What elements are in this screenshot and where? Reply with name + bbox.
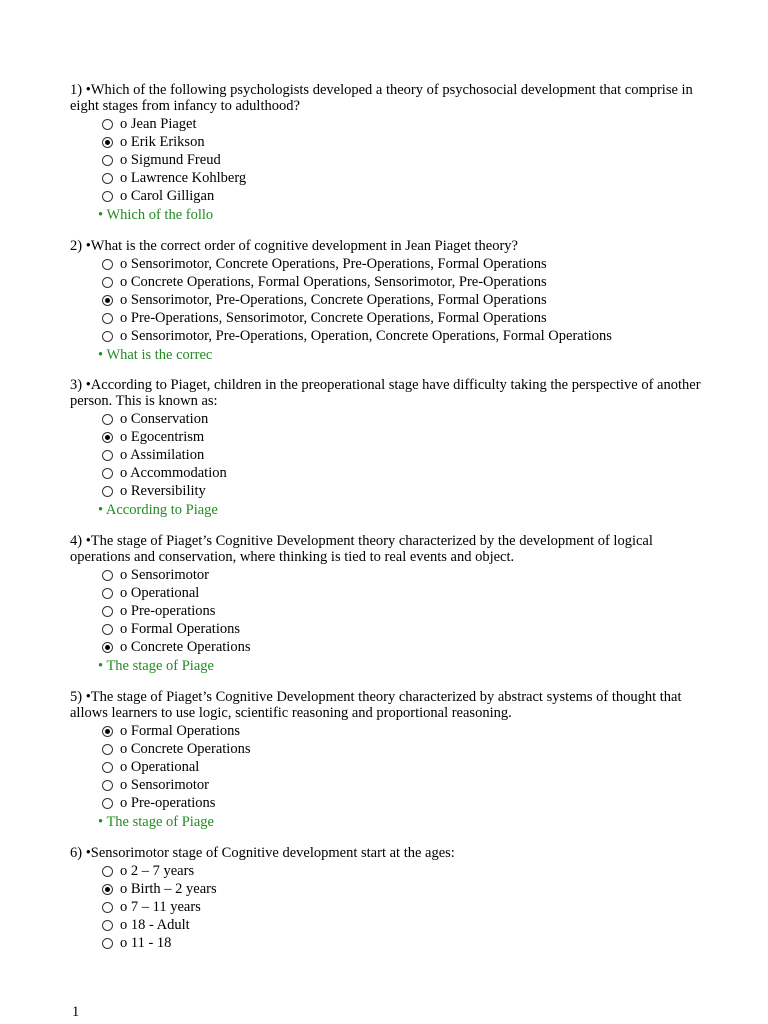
radio-unchecked-icon[interactable] (102, 173, 113, 184)
answer-feedback: • What is the correc (98, 346, 213, 363)
option-row[interactable] (102, 862, 706, 880)
radio-unchecked-icon[interactable] (102, 277, 113, 288)
option-row[interactable] (102, 446, 706, 464)
option-list (102, 410, 706, 501)
question-text (70, 533, 706, 565)
radio-unchecked-icon[interactable] (102, 313, 113, 324)
option-label: o Operational (120, 584, 200, 601)
option-row[interactable] (102, 310, 706, 328)
option-row[interactable] (102, 291, 706, 309)
radio-checked-icon[interactable] (102, 137, 113, 148)
option-label: o Concrete Operations (120, 639, 251, 656)
option-row[interactable] (102, 410, 706, 428)
option-label: o Conservation (120, 410, 209, 427)
question-prompt: •According to Piaget, children in the preoperational stage have difficulty taking the perspective of another person. This is known as: (70, 377, 701, 409)
question-prompt: •Sensorimotor stage of Cognitive development start at the ages: (85, 845, 455, 861)
question-3 (70, 377, 706, 519)
radio-unchecked-icon[interactable] (102, 902, 113, 913)
question-number: 3) (70, 377, 83, 393)
page-number: 1 (72, 1004, 80, 1020)
option-label: o 18 - Adult (120, 917, 190, 934)
option-row[interactable] (102, 722, 706, 740)
question-2 (70, 238, 706, 364)
option-list (102, 255, 706, 346)
radio-unchecked-icon[interactable] (102, 570, 113, 581)
option-list (102, 115, 706, 206)
option-label: o Carol Gilligan (120, 188, 215, 205)
radio-unchecked-icon[interactable] (102, 259, 113, 270)
answer-feedback: • According to Piage (98, 501, 218, 518)
option-label: o Concrete Operations (120, 740, 251, 757)
option-row[interactable] (102, 465, 706, 483)
option-label: o Formal Operations (120, 722, 241, 739)
radio-unchecked-icon[interactable] (102, 762, 113, 773)
radio-unchecked-icon[interactable] (102, 744, 113, 755)
radio-unchecked-icon[interactable] (102, 468, 113, 479)
option-label: o Pre-operations (120, 602, 216, 619)
question-text (70, 82, 706, 114)
option-label: o Sensorimotor, Pre-Operations, Operation, Concrete Operations, Formal Operations (120, 328, 612, 345)
question-6 (70, 845, 706, 953)
question-text (70, 238, 706, 254)
answer-feedback: • Which of the follo (98, 206, 214, 223)
radio-checked-icon[interactable] (102, 642, 113, 653)
option-row[interactable] (102, 273, 706, 291)
question-prompt: •Which of the following psychologists developed a theory of psychosocial development that comprise in eight stages from infancy to adulthood? (70, 82, 693, 114)
radio-unchecked-icon[interactable] (102, 938, 113, 949)
option-row[interactable] (102, 584, 706, 602)
option-row[interactable] (102, 133, 706, 151)
option-label: o Pre-operations (120, 795, 216, 812)
question-number: 2) (70, 238, 83, 254)
radio-unchecked-icon[interactable] (102, 119, 113, 130)
option-label: o Lawrence Kohlberg (120, 170, 247, 187)
option-label: o Sigmund Freud (120, 151, 221, 168)
radio-unchecked-icon[interactable] (102, 155, 113, 166)
option-row[interactable] (102, 602, 706, 620)
option-label: o Sensorimotor (120, 777, 210, 794)
option-list (102, 722, 706, 813)
question-text (70, 377, 706, 409)
option-row[interactable] (102, 255, 706, 273)
radio-unchecked-icon[interactable] (102, 780, 113, 791)
question-number: 4) (70, 533, 83, 549)
option-label: o Erik Erikson (120, 133, 205, 150)
question-prompt: •The stage of Piaget’s Cognitive Development theory characterized by abstract systems of thought that allows learners to use logic, scientific reasoning and proportional reasoning. (70, 689, 682, 721)
option-row[interactable] (102, 115, 706, 133)
option-row[interactable] (102, 898, 706, 916)
question-1 (70, 82, 706, 224)
option-label: o Operational (120, 758, 200, 775)
option-label: o Egocentrism (120, 428, 205, 445)
question-prompt: •The stage of Piaget’s Cognitive Development theory characterized by the development of logical operations and conservation, where thinking is tied to real events and object. (70, 533, 653, 565)
question-text (70, 845, 706, 861)
option-label: o Accommodation (120, 465, 227, 482)
question-5 (70, 689, 706, 831)
question-4 (70, 533, 706, 675)
radio-checked-icon[interactable] (102, 726, 113, 737)
option-row[interactable] (102, 428, 706, 446)
option-label: o Assimilation (120, 446, 205, 463)
option-label: o Sensorimotor (120, 566, 210, 583)
radio-unchecked-icon[interactable] (102, 606, 113, 617)
option-row[interactable] (102, 483, 706, 501)
option-list (102, 566, 706, 657)
radio-unchecked-icon[interactable] (102, 450, 113, 461)
radio-unchecked-icon[interactable] (102, 920, 113, 931)
option-label: o Sensorimotor, Pre-Operations, Concrete Operations, Formal Operations (120, 291, 547, 308)
option-label: o Formal Operations (120, 621, 241, 638)
option-label: o 2 – 7 years (120, 862, 195, 879)
option-row[interactable] (102, 170, 706, 188)
option-row[interactable] (102, 917, 706, 935)
option-label: o Pre-Operations, Sensorimotor, Concrete Operations, Formal Operations (120, 310, 547, 327)
radio-unchecked-icon[interactable] (102, 486, 113, 497)
answer-feedback: • The stage of Piage (98, 657, 214, 674)
option-row[interactable] (102, 328, 706, 346)
radio-unchecked-icon[interactable] (102, 588, 113, 599)
radio-unchecked-icon[interactable] (102, 191, 113, 202)
option-label: o Reversibility (120, 483, 206, 500)
option-row[interactable] (102, 566, 706, 584)
option-label: o Concrete Operations, Formal Operations, Sensorimotor, Pre-Operations (120, 273, 547, 290)
radio-unchecked-icon[interactable] (102, 414, 113, 425)
option-row[interactable] (102, 880, 706, 898)
question-text (70, 689, 706, 721)
option-row[interactable] (102, 758, 706, 776)
radio-checked-icon[interactable] (102, 432, 113, 443)
answer-feedback: • The stage of Piage (98, 813, 214, 830)
radio-unchecked-icon[interactable] (102, 866, 113, 877)
option-label: o Birth – 2 years (120, 880, 217, 897)
option-row[interactable] (102, 151, 706, 169)
option-list (102, 862, 706, 953)
radio-unchecked-icon[interactable] (102, 331, 113, 342)
option-row[interactable] (102, 777, 706, 795)
radio-checked-icon[interactable] (102, 295, 113, 306)
option-label: o 7 – 11 years (120, 898, 201, 915)
option-row[interactable] (102, 795, 706, 813)
option-row[interactable] (102, 621, 706, 639)
option-row[interactable] (102, 935, 706, 953)
option-row[interactable] (102, 740, 706, 758)
option-label: o Sensorimotor, Concrete Operations, Pre-Operations, Formal Operations (120, 255, 547, 272)
question-number: 1) (70, 82, 83, 98)
question-number: 5) (70, 689, 83, 705)
radio-unchecked-icon[interactable] (102, 624, 113, 635)
question-prompt: •What is the correct order of cognitive development in Jean Piaget theory? (85, 238, 518, 254)
option-label: o Jean Piaget (120, 115, 197, 132)
option-row[interactable] (102, 639, 706, 657)
option-label: o 11 - 18 (120, 935, 172, 952)
radio-checked-icon[interactable] (102, 884, 113, 895)
option-row[interactable] (102, 188, 706, 206)
question-number: 6) (70, 845, 83, 861)
radio-unchecked-icon[interactable] (102, 798, 113, 809)
